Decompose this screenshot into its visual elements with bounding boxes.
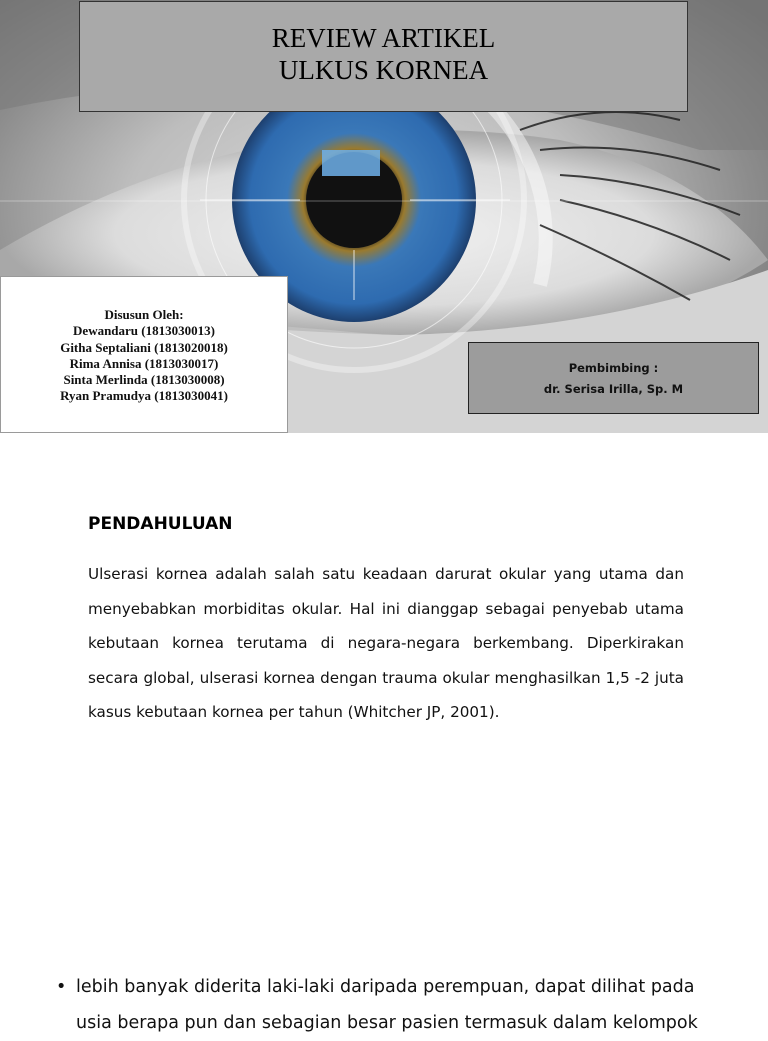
authors-heading: Disusun Oleh: [104, 307, 184, 322]
title-box [79, 1, 688, 112]
author-name: Sinta Merlinda (1813030008) [63, 372, 225, 388]
intro-paragraph: Ulserasi kornea adalah salah satu keadaan darurat okular yang utama dan menyebabkan morbiditas okular. Hal ini dianggap sebagai penyebab utama kebutaan kornea terutama di negara-negara berkembang. Diperkirakan secara global, ulserasi kornea dengan trauma okular menghasilkan 1,5 -2 juta kasus kebutaan kornea per tahun (Whitcher JP, 2001). [88, 565, 684, 721]
author-name: Rima Annisa (1813030017) [69, 355, 219, 371]
title-line-1: REVIEW ARTIKEL [271, 23, 496, 53]
bullet-text: lebih banyak diderita laki-laki daripada perempuan, dapat dilihat pada [76, 977, 695, 997]
bullet-marker: • [56, 977, 67, 997]
title-line-2: ULKUS KORNEA [278, 55, 489, 85]
bullet-continuation: usia berapa pun dan sebagian besar pasien termasuk dalam kelompok [76, 1013, 698, 1033]
author-name: Dewandaru (1813030013) [73, 323, 215, 339]
supervisor-name: dr. Serisa Irilla, Sp. M [543, 382, 684, 396]
supervisor-label: Pembimbing : [568, 361, 659, 375]
supervisor-box [468, 342, 759, 414]
cover-banner [0, 0, 768, 433]
author-name: Ryan Pramudya (1813030041) [60, 388, 228, 404]
bullet-item [56, 969, 756, 1005]
authors-box [0, 276, 288, 433]
author-name: Githa Septaliani (1813020018) [60, 339, 228, 355]
section-title: PENDAHULUAN [88, 514, 233, 534]
